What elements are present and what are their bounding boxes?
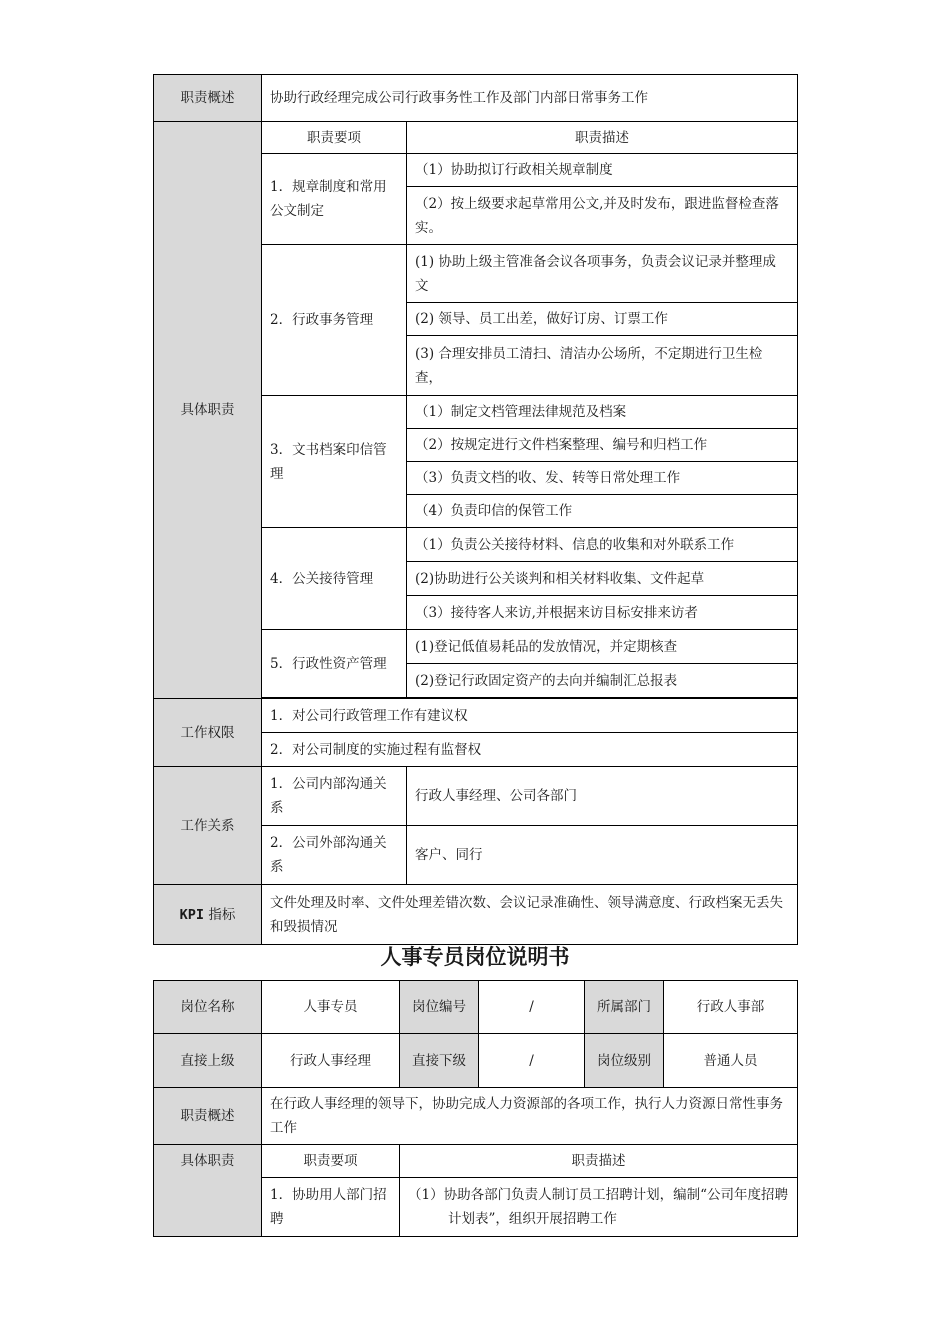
doc2-col-desc: 职责描述 — [400, 1145, 798, 1178]
relations-label: 工作关系 — [154, 767, 262, 885]
duty-desc: (2)协助进行公关谈判和相关材料收集、文件起草 — [407, 562, 798, 596]
duty-desc: （4）负责印信的保管工作 — [407, 495, 798, 528]
duty-item: 2．行政事务管理 — [262, 245, 407, 396]
direct-subordinate-label: 直接下级 — [400, 1034, 479, 1088]
kpi-label — [154, 885, 262, 945]
position-level-label: 岗位级别 — [585, 1034, 664, 1088]
position-name-value: 人事专员 — [262, 981, 400, 1034]
position-code-value: / — [479, 981, 585, 1034]
overview-text: 协助行政经理完成公司行政事务性工作及部门内部日常事务工作 — [262, 75, 798, 122]
authority-item: 1．对公司行政管理工作有建议权 — [262, 699, 798, 733]
direct-superior-value: 行政人事经理 — [262, 1034, 400, 1088]
doc2-duty-item: 1．协助用人部门招聘 — [262, 1178, 400, 1237]
authority-label: 工作权限 — [154, 699, 262, 767]
authority-item: 2．对公司制度的实施过程有监督权 — [262, 733, 798, 767]
duty-item: 4．公关接待管理 — [262, 528, 407, 630]
doc2-overview-label: 职责概述 — [154, 1088, 262, 1145]
direct-superior-label: 直接上级 — [154, 1034, 262, 1088]
duties-label: 具体职责 — [154, 122, 262, 699]
overview-label: 职责概述 — [154, 75, 262, 122]
duty-desc: （1）协助拟订行政相关规章制度 — [407, 154, 798, 187]
direct-subordinate-value: / — [479, 1034, 585, 1088]
doc2-overview-text: 在行政人事经理的领导下，协助完成人力资源部的各项工作，执行人力资源日常性事务工作 — [262, 1088, 798, 1145]
duty-desc: （1）负责公关接待材料、信息的收集和对外联系工作 — [407, 528, 798, 562]
duties-col-item: 职责要项 — [262, 122, 407, 154]
duty-item: 1．规章制度和常用公文制定 — [262, 154, 407, 245]
doc2-duty-desc: （1）协助各部门负责人制订员工招聘计划，编制“公司年度招聘计划表”，组织开展招聘工作 — [400, 1178, 798, 1237]
duty-desc: （3）负责文档的收、发、转等日常处理工作 — [407, 462, 798, 495]
position-level-value: 普通人员 — [664, 1034, 798, 1088]
relation-key: 2．公司外部沟通关系 — [262, 826, 407, 885]
relation-value: 客户、同行 — [407, 826, 798, 885]
job-description-table-1 — [153, 74, 798, 945]
duty-desc: （2）按规定进行文件档案整理、编号和归档工作 — [407, 429, 798, 462]
doc2-title: 人事专员岗位说明书 — [380, 945, 570, 969]
duty-item: 5．行政性资产管理 — [262, 630, 407, 698]
duties-col-desc: 职责描述 — [407, 122, 798, 154]
position-name-label: 岗位名称 — [154, 981, 262, 1034]
doc2-duties-label: 具体职责 — [154, 1145, 262, 1237]
duty-desc: （1）制定文档管理法律规范及档案 — [407, 396, 798, 429]
relation-value: 行政人事经理、公司各部门 — [407, 767, 798, 826]
duty-desc: （2）按上级要求起草常用公文,并及时发布，跟进监督检查落实。 — [407, 187, 798, 245]
duty-desc: （3）接待客人来访,并根据来访目标安排来访者 — [407, 596, 798, 630]
doc2-col-item: 职责要项 — [262, 1145, 400, 1178]
relation-key: 1．公司内部沟通关系 — [262, 767, 407, 826]
position-code-label: 岗位编号 — [400, 981, 479, 1034]
kpi-text: 文件处理及时率、文件处理差错次数、会议记录准确性、领导满意度、行政档案无丢失和毁损情况 — [262, 885, 798, 945]
kpi-label-bold: KPI — [179, 906, 205, 923]
duty-desc: (3) 合理安排员工清扫、清洁办公场所，不定期进行卫生检查， — [407, 336, 798, 396]
job-description-table-2 — [153, 980, 798, 1237]
department-value: 行政人事部 — [664, 981, 798, 1034]
kpi-label-rest: 指标 — [204, 906, 236, 923]
duty-item: 3．文书档案印信管理 — [262, 396, 407, 528]
department-label: 所属部门 — [585, 981, 664, 1034]
duty-desc: (2) 领导、员工出差，做好订房、订票工作 — [407, 303, 798, 336]
duty-desc: (1) 协助上级主管准备会议各项事务，负责会议记录并整理成文 — [407, 245, 798, 303]
duty-desc: (1)登记低值易耗品的发放情况，并定期核查 — [407, 630, 798, 664]
duty-desc: (2)登记行政固定资产的去向并编制汇总报表 — [407, 664, 798, 698]
